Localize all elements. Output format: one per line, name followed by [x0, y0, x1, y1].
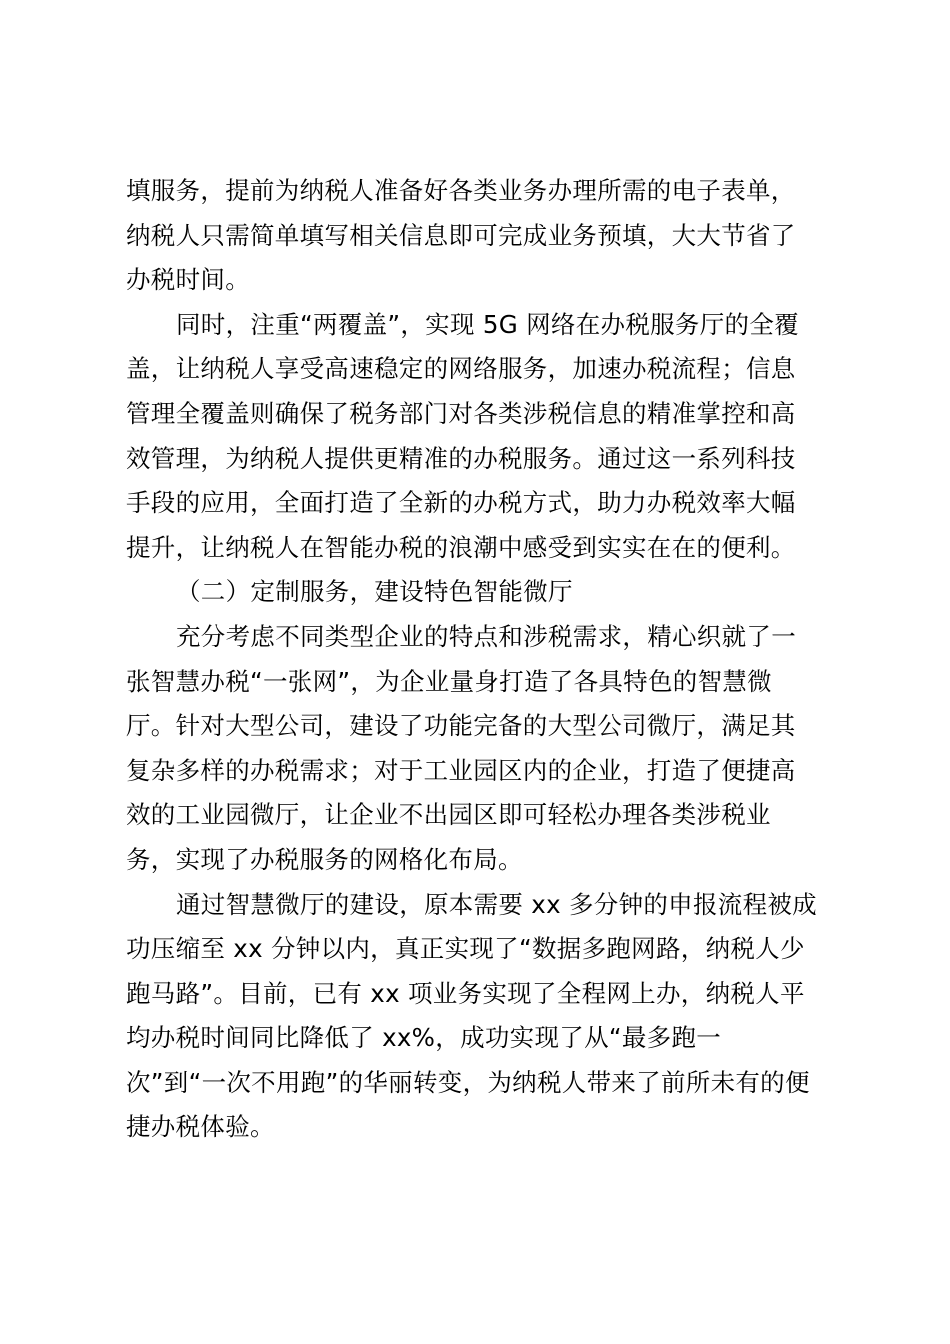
text-line: 管理全覆盖则确保了税务部门对各类涉税信息的精准掌控和高: [126, 398, 796, 428]
text-line: 办税时间。: [126, 265, 250, 295]
text-line: 张智慧办税“一张网”，为企业量身打造了各具特色的智慧微: [126, 666, 772, 696]
paragraph-first-line: 充分考虑不同类型企业的特点和涉税需求，精心织就了一: [176, 621, 796, 651]
paragraph-first-line: 同时，注重“两覆盖”，实现 5G 网络在办税服务厅的全覆: [176, 309, 799, 339]
text-line: 提升，让纳税人在智能办税的浪潮中感受到实实在在的便利。: [126, 532, 796, 562]
text-line: 次”到“一次不用跑”的华丽转变，为纳税人带来了前所未有的便: [126, 1067, 810, 1097]
text-line: 效的工业园微厅，让企业不出园区即可轻松办理各类涉税业: [126, 800, 771, 830]
text-line: 厅。针对大型公司，建设了功能完备的大型公司微厅，满足其: [126, 711, 796, 741]
text-line: 纳税人只需简单填写相关信息即可完成业务预填，大大节省了: [126, 220, 796, 250]
text-line: 均办税时间同比降低了 xx%，成功实现了从“最多跑一: [126, 1023, 722, 1053]
text-line: 复杂多样的办税需求；对于工业园区内的企业，打造了便捷高: [126, 755, 796, 785]
text-line: 盖，让纳税人享受高速稳定的网络服务，加速办税流程；信息: [126, 354, 796, 384]
text-line: 务，实现了办税服务的网格化布局。: [126, 844, 523, 874]
text-line: 跑马路”。目前，已有 xx 项业务实现了全程网上办，纳税人平: [126, 978, 805, 1008]
text-line: 效管理，为纳税人提供更精准的办税服务。通过这一系列科技: [126, 443, 796, 473]
body-text: [126, 169, 836, 1150]
section-heading: （二）定制服务，建设特色智能微厅: [176, 577, 573, 607]
text-line: 功压缩至 xx 分钟以内，真正实现了“数据多跑网路，纳税人少: [126, 934, 805, 964]
text-line: 手段的应用，全面打造了全新的办税方式，助力办税效率大幅: [126, 488, 796, 518]
paragraph-first-line: 通过智慧微厅的建设，原本需要 xx 多分钟的申报流程被成: [176, 889, 817, 919]
text-line: 捷办税体验。: [126, 1112, 275, 1142]
text-line: 填服务，提前为纳税人准备好各类业务办理所需的电子表单，: [126, 176, 796, 205]
